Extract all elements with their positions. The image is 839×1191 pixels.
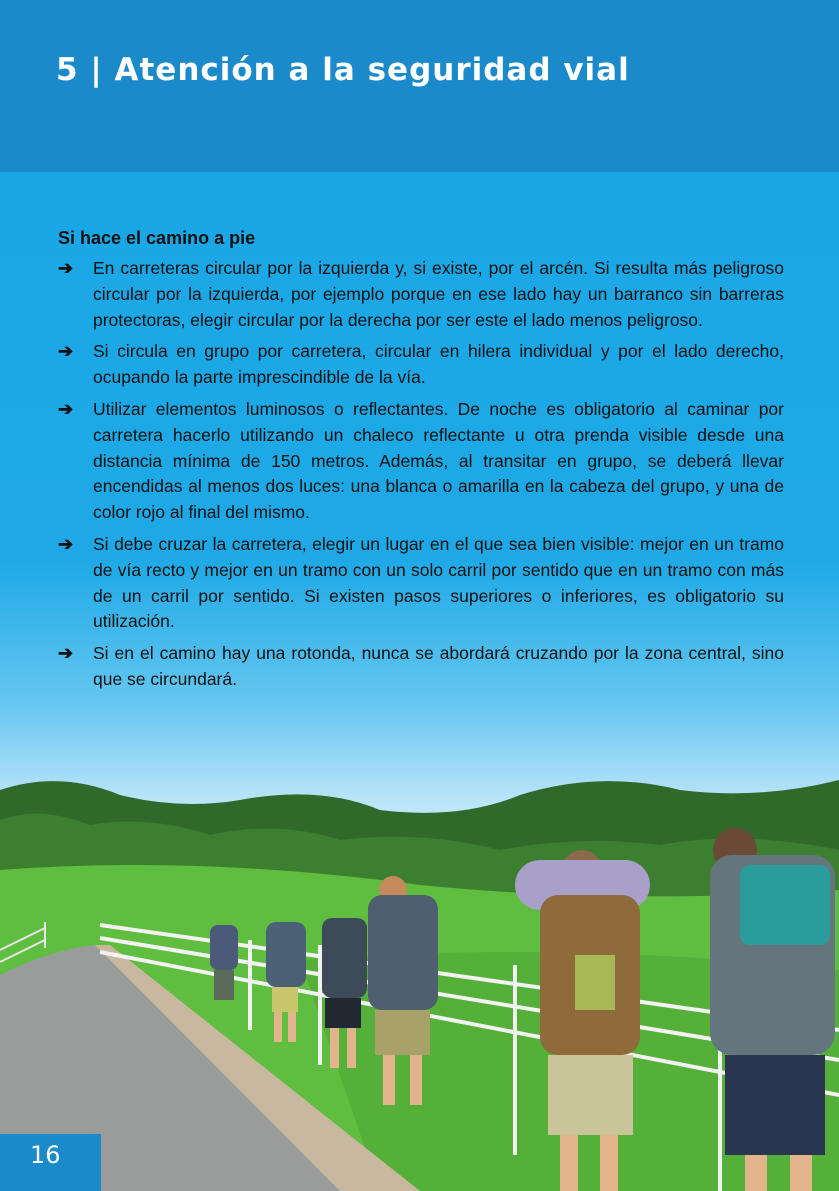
list-item bbox=[58, 532, 784, 635]
arrow-right-icon: ➔ bbox=[58, 398, 74, 419]
page-title: 5 | Atención a la seguridad vial bbox=[56, 52, 630, 88]
pilgrims-illustration bbox=[0, 700, 839, 1191]
walker-6 bbox=[710, 828, 835, 1191]
list-item bbox=[58, 641, 784, 693]
main-content bbox=[58, 226, 784, 699]
bullet-text: Si circula en grupo por carretera, circular en hilera individual y por el lado derecho, ocupando la parte imprescindible de la vía. bbox=[93, 341, 784, 388]
bullet-list bbox=[58, 256, 784, 693]
section-heading: Si hace el camino a pie bbox=[58, 228, 256, 248]
list-item bbox=[58, 256, 784, 333]
arrow-right-icon: ➔ bbox=[58, 533, 74, 554]
page-number: 16 bbox=[30, 1141, 61, 1169]
arrow-right-icon: ➔ bbox=[58, 258, 74, 278]
list-item bbox=[58, 339, 784, 391]
arrow-right-icon: ➔ bbox=[58, 341, 74, 362]
arrow-right-icon: ➔ bbox=[58, 643, 74, 664]
walker-1 bbox=[210, 925, 238, 1000]
list-item bbox=[58, 397, 784, 526]
bullet-text: Si en el camino hay una rotonda, nunca se abordará cruzando por la zona central, sino que se circundará. bbox=[93, 643, 784, 689]
bullet-text: Si debe cruzar la carretera, elegir un lugar en el que sea bien visible: mejor en un tramo de vía recto y mejor en un tramo con un solo carril por sentido que en un tramo con más de un carril por sentido. Si existen pasos superiores o inferiores, es obligatorio su utilización. bbox=[93, 533, 784, 632]
bullet-text: Utilizar elementos luminosos o reflectantes. De noche es obligatorio al caminar por carretera hacerlo utilizando un chaleco reflectante u otra prenda visible desde una distancia mínima de 150 metros. Además, al transitar en grupo, se deberá llevar encendidas al menos dos luces: una blanca o amarilla en la cabeza del grupo, y una de color rojo al final del mismo. bbox=[93, 398, 784, 523]
bullet-text: En carreteras circular por la izquierda y, si existe, por el arcén. Si resulta más peligroso circular por la izquierda, por ejemplo porque en ese lado hay un barranco sin barreras protectoras, elegir circular por la derecha por ser este el lado menos peligroso. bbox=[93, 258, 784, 330]
